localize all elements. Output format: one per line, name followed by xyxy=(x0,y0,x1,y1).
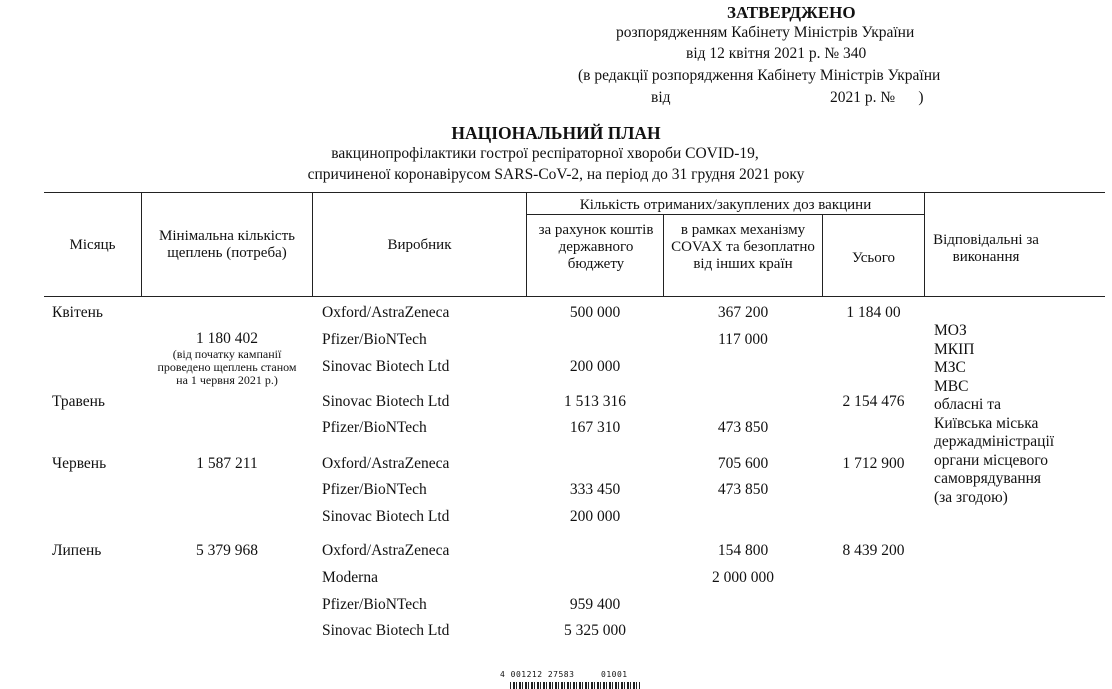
covax-cell: 473 850 xyxy=(717,419,769,436)
covax-cell: 154 800 xyxy=(717,542,769,559)
manufacturer-cell: Sinovac Biotech Ltd xyxy=(322,508,450,525)
min-qty-june: 1 587 211 xyxy=(196,455,258,472)
manufacturer-cell: Oxford/AstraZeneca xyxy=(322,542,450,559)
responsible-item: Київська міська xyxy=(934,414,1039,432)
total-cell: 2 154 476 xyxy=(842,393,905,410)
header-manufacturer: Виробник xyxy=(387,237,452,253)
col-divider-6 xyxy=(924,193,925,296)
budget-cell: 200 000 xyxy=(569,358,621,375)
manufacturer-cell: Oxford/AstraZeneca xyxy=(322,304,450,321)
total-cell: 1 184 00 xyxy=(846,304,901,321)
manufacturer-cell: Oxford/AstraZeneca xyxy=(322,455,450,472)
budget-cell: 167 310 xyxy=(569,419,621,436)
manufacturer-cell: Pfizer/BioNTech xyxy=(322,331,427,348)
approval-line-2: від 12 квітня 2021 р. № 340 xyxy=(686,45,867,62)
approval-line-4-prefix: від xyxy=(651,89,671,106)
manufacturer-cell: Moderna xyxy=(322,569,378,586)
total-cell: 8 439 200 xyxy=(842,542,905,559)
covax-cell: 2 000 000 xyxy=(712,569,774,586)
responsible-item: обласні та xyxy=(934,396,1002,413)
approval-line-3: (в редакції розпорядження Кабінету Міністрів України xyxy=(578,67,941,84)
manufacturer-cell: Pfizer/BioNTech xyxy=(322,419,427,436)
month-april: Квітень xyxy=(52,304,103,321)
month-july: Липень xyxy=(52,542,102,559)
min-qty-april-may: 1 180 402 xyxy=(196,330,258,347)
approval-title: ЗАТВЕРДЖЕНО xyxy=(727,3,856,22)
responsible-item: МВС xyxy=(934,377,969,395)
col-divider-4 xyxy=(663,215,664,296)
total-cell: 1 712 900 xyxy=(842,455,905,472)
plan-subtitle-2: спричиненої коронавірусом SARS-CoV-2, на період до 31 грудня 2021 року xyxy=(307,166,805,183)
month-may: Травень xyxy=(52,393,105,410)
manufacturer-cell: Pfizer/BioNTech xyxy=(322,596,427,613)
barcode-graphic xyxy=(510,682,640,689)
budget-cell: 500 000 xyxy=(569,304,621,321)
barcode-number: 4 001212 27583 01001 xyxy=(500,670,628,679)
approval-line-1: розпорядженням Кабінету Міністрів України xyxy=(616,24,915,41)
budget-cell: 959 400 xyxy=(569,596,621,613)
responsible-item: МОЗ xyxy=(934,322,967,339)
header-min-qty: Мінімальна кількість щеплень (потреба) xyxy=(159,228,295,261)
manufacturer-cell: Pfizer/BioNTech xyxy=(322,481,427,498)
budget-cell: 200 000 xyxy=(569,508,621,525)
table-header-bottom-border xyxy=(44,296,1105,297)
min-qty-note: (від початку кампанії проведено щеплень станом на 1 червня 2021 р.) xyxy=(157,347,297,387)
responsible-item: МЗС xyxy=(934,359,966,376)
group-header-divider xyxy=(527,214,924,215)
plan-title: НАЦІОНАЛЬНИЙ ПЛАН xyxy=(451,123,661,143)
min-qty-july: 5 379 968 xyxy=(196,542,258,559)
responsible-item: органи місцевого xyxy=(934,451,1049,469)
header-state-budget: за рахунок коштів державного бюджету xyxy=(538,222,654,272)
responsible-item: самоврядування xyxy=(934,470,1042,487)
budget-cell: 5 325 000 xyxy=(564,622,626,639)
header-covax: в рамках механізму COVAX та безоплатно від інших країн xyxy=(671,222,815,272)
month-june: Червень xyxy=(52,455,107,472)
covax-cell: 705 600 xyxy=(717,455,769,472)
budget-cell: 1 513 316 xyxy=(564,393,626,410)
header-month: Місяць xyxy=(69,237,116,253)
manufacturer-cell: Sinovac Biotech Ltd xyxy=(322,358,450,375)
plan-subtitle-1: вакцинопрофілактики гострої респіраторної хвороби COVID-19, xyxy=(331,145,759,162)
table-top-border xyxy=(44,192,1105,193)
covax-cell: 473 850 xyxy=(717,481,769,498)
manufacturer-cell: Sinovac Biotech Ltd xyxy=(322,622,450,639)
approval-line-4-suffix: 2021 р. № ) xyxy=(830,89,924,106)
responsible-list xyxy=(934,322,1054,507)
covax-cell: 117 000 xyxy=(718,331,768,348)
covax-cell: 367 200 xyxy=(717,304,769,321)
manufacturer-cell: Sinovac Biotech Ltd xyxy=(322,393,450,410)
responsible-item: (за згодою) xyxy=(934,488,1008,506)
header-responsible: Відповідальні за виконання xyxy=(933,232,1039,265)
budget-cell: 333 450 xyxy=(569,481,621,498)
responsible-item: держадміністрації xyxy=(934,433,1055,450)
responsible-item: МКІП xyxy=(934,340,975,358)
header-total: Усього xyxy=(851,250,896,266)
header-dose-group: Кількість отриманих/закуплених доз вакцини xyxy=(579,197,872,213)
